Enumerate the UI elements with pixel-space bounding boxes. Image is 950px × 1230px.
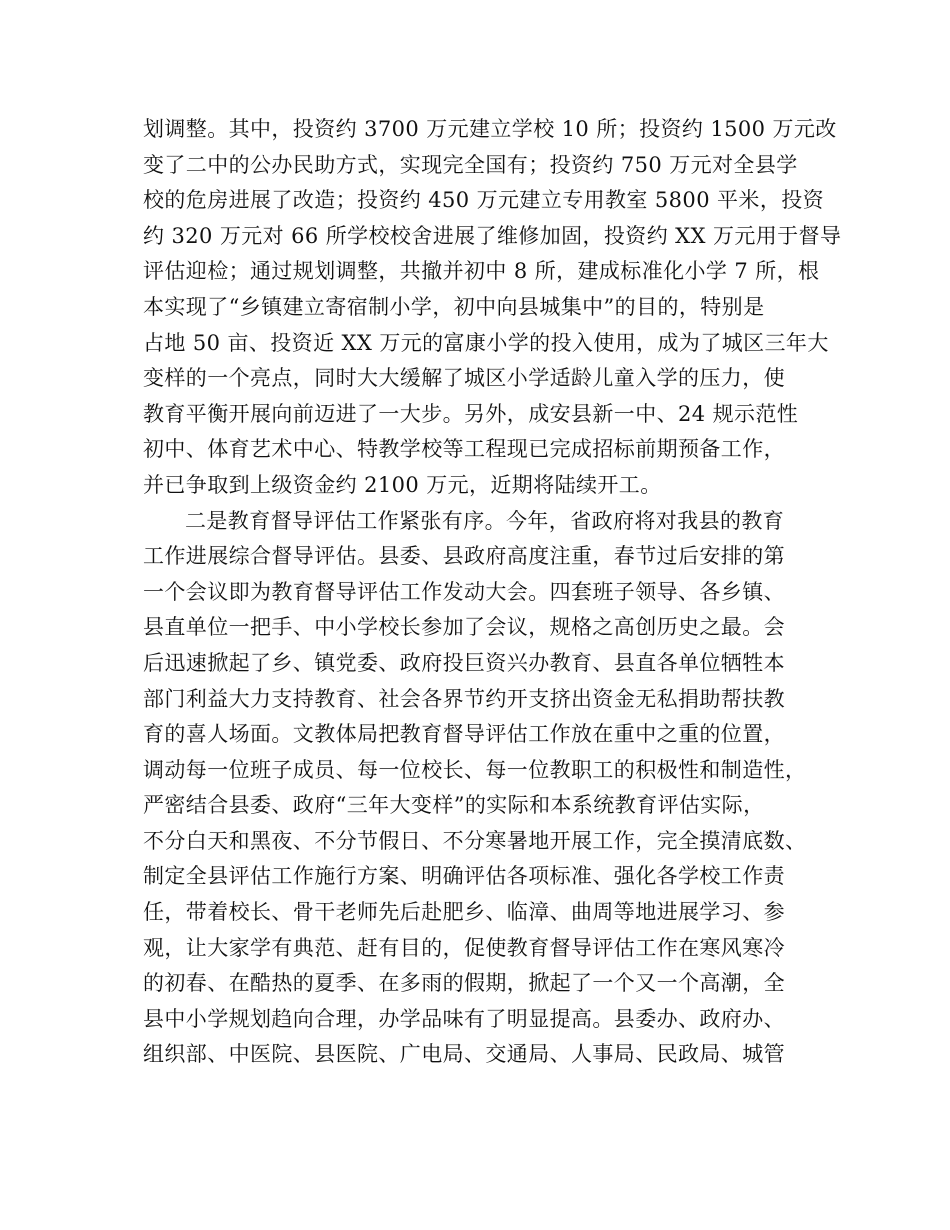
text-line: 县中小学规划趋向合理，办学品味有了明显提高。县委办、政府办、 <box>143 1006 785 1031</box>
text-line: 划调整。其中，投资约 3700 万元建立学校 10 所；投资约 1500 万元改 <box>143 117 837 141</box>
text-line: 变了二中的公办民助方式，实现完全国有；投资约 750 万元对全县学 <box>143 152 798 177</box>
text-line: 县直单位一把手、中小学校长参加了会议，规格之高创历史之最。会 <box>143 615 785 640</box>
text-line: 不分白天和黑夜、不分节假日、不分寒暑地开展工作，完全摸清底数、 <box>143 828 807 853</box>
text-line: 评估迎检；通过规划调整，共撤并初中 8 所，建成标准化小学 7 所，根 <box>143 259 820 284</box>
text-line: 严密结合县委、政府“三年大变样”的实际和本系统教育评估实际， <box>143 793 765 818</box>
text-line: 初中、体育艺术中心、特教学校等工程现已完成招标前期预备工作， <box>143 437 785 462</box>
text-line: 制定全县评估工作施行方案、明确评估各项标准、强化各学校工作责 <box>143 864 785 889</box>
text-line: 后迅速掀起了乡、镇党委、政府投巨资兴办教育、县直各单位牺牲本 <box>143 650 785 675</box>
text-line: 本实现了“乡镇建立寄宿制小学，初中向县城集中”的目的，特别是 <box>143 294 765 319</box>
text-line: 育的喜人场面。文教体局把教育督导评估工作放在重中之重的位置， <box>143 722 785 747</box>
paragraph <box>143 112 842 504</box>
text-line: 工作进展综合督导评估。县委、县政府高度注重，春节过后安排的第 <box>143 544 785 569</box>
text-line: 一个会议即为教育督导评估工作发动大会。四套班子领导、各乡镇、 <box>143 579 785 604</box>
text-line: 约 320 万元对 66 所学校校舍进展了维修加固，投资约 XX 万元用于督导 <box>143 223 842 248</box>
text-line: 二是教育督导评估工作紧张有序。今年，省政府将对我县的教育 <box>185 508 785 533</box>
text-line: 的初春、在酷热的夏季、在多雨的假期，掀起了一个又一个高潮，全 <box>143 971 785 996</box>
text-line: 任，带着校长、骨干老师先后赴肥乡、临漳、曲周等地进展学习、参 <box>143 900 785 925</box>
text-line: 占地 50 亩、投资近 XX 万元的富康小学的投入使用，成为了城区三年大 <box>143 330 829 355</box>
text-line: 校的危房进展了改造；投资约 450 万元建立专用教室 5800 平米，投资 <box>143 188 825 213</box>
text-line: 教育平衡开展向前迈进了一大步。另外，成安县新一中、24 规示范性 <box>143 401 799 426</box>
text-line: 部门利益大力支持教育、社会各界节约开支挤出资金无私捐助帮扶教 <box>143 686 785 711</box>
text-line: 组织部、中医院、县医院、广电局、交通局、人事局、民政局、城管 <box>143 1042 785 1067</box>
text-line: 变样的一个亮点，同时大大缓解了城区小学适龄儿童入学的压力，使 <box>143 366 785 391</box>
body-text <box>143 112 842 1073</box>
text-line: 观，让大家学有典范、赶有目的，促使教育督导评估工作在寒风寒冷 <box>143 935 785 960</box>
paragraph <box>143 504 823 1074</box>
text-line: 并已争取到上级资金约 2100 万元，近期将陆续开工。 <box>143 472 662 497</box>
text-line: 调动每一位班子成员、每一位校长、每一位教职工的积极性和制造性， <box>143 757 807 782</box>
